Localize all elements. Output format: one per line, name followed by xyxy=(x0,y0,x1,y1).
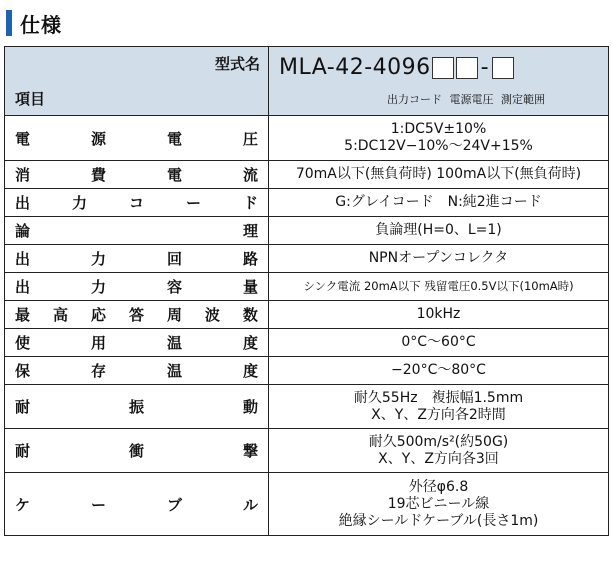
table-row xyxy=(5,329,609,357)
item-cell xyxy=(5,385,269,429)
value-line: 外径φ6.8 xyxy=(408,478,469,495)
table-row xyxy=(5,429,609,473)
model-prefix: MLA-42-4096 xyxy=(279,55,431,80)
value-line: シンク電流 20mA以下 残留電圧0.5V以下(10mA時) xyxy=(303,279,574,293)
item-char: ー xyxy=(90,495,106,514)
model-name-label: 型式名 xyxy=(214,55,260,73)
item-char: 源 xyxy=(90,129,106,148)
item-char: 周 xyxy=(166,306,182,324)
value-cell xyxy=(269,385,609,429)
output-code-box xyxy=(432,57,454,79)
item-char: 度 xyxy=(242,362,258,380)
item-cell xyxy=(5,473,269,536)
item-char: 回 xyxy=(166,250,182,268)
value-line: 耐久55Hz 複振幅1.5mm xyxy=(353,389,524,406)
table-row xyxy=(5,273,609,301)
item-char: 保 xyxy=(15,362,31,380)
supply-voltage-box xyxy=(456,57,478,79)
value-cell xyxy=(269,329,609,357)
table-row xyxy=(5,357,609,385)
item-char: 容 xyxy=(166,278,182,296)
table-row xyxy=(5,161,609,189)
item-char: 度 xyxy=(242,334,258,352)
item-char: ケ xyxy=(15,495,31,514)
table-row xyxy=(5,473,609,536)
item-char: コ xyxy=(128,194,144,212)
value-line: 1:DC5V±10% xyxy=(390,121,487,137)
item-char: 流 xyxy=(242,166,258,184)
item-cell xyxy=(5,161,269,189)
item-char: 使 xyxy=(15,334,31,352)
item-char: 衝 xyxy=(128,442,144,460)
item-char: 論 xyxy=(15,222,31,240)
table-header-row xyxy=(5,47,609,116)
item-char: 電 xyxy=(166,166,182,184)
table-row xyxy=(5,245,609,273)
item-char: 力 xyxy=(90,250,106,268)
value-line: 負論理(H=0、L=1) xyxy=(375,222,502,238)
table-row xyxy=(5,217,609,245)
item-char: 理 xyxy=(242,222,258,240)
table-row xyxy=(5,301,609,329)
item-char: 用 xyxy=(90,334,106,352)
code-legend-output: 出力コード xyxy=(387,93,442,106)
heading-title: 仕様 xyxy=(20,12,62,37)
item-char: 出 xyxy=(15,194,31,212)
item-char: 電 xyxy=(166,129,182,148)
item-char: ル xyxy=(242,495,258,514)
item-cell xyxy=(5,116,269,161)
value-cell xyxy=(269,357,609,385)
value-cell xyxy=(269,161,609,189)
model-code xyxy=(279,55,515,80)
item-char: 答 xyxy=(128,306,144,324)
table-row xyxy=(5,385,609,429)
item-char: 出 xyxy=(15,250,31,268)
item-cell xyxy=(5,189,269,217)
value-line: 19芯ビニール線 xyxy=(387,495,490,512)
value-line: 0°C〜60°C xyxy=(401,334,476,350)
value-line: 10kHz xyxy=(416,306,461,322)
item-char: 数 xyxy=(242,306,258,324)
value-line: 5:DC12V−10%〜24V+15% xyxy=(344,138,533,154)
item-cell xyxy=(5,357,269,385)
header-label-cell xyxy=(5,47,269,116)
item-char: 圧 xyxy=(242,129,258,148)
value-line: G:グレイコード N:純2進コード xyxy=(335,194,542,210)
code-legend-range: 測定範囲 xyxy=(501,93,545,106)
item-char: 耐 xyxy=(15,398,31,416)
spec-table xyxy=(4,46,609,536)
item-char: 振 xyxy=(128,398,144,416)
item-label: 項目 xyxy=(15,90,46,108)
model-cell xyxy=(269,47,609,116)
item-char: ー xyxy=(185,194,201,212)
item-char: 路 xyxy=(242,250,258,268)
item-char: 存 xyxy=(90,362,106,380)
item-char: 波 xyxy=(204,306,220,324)
item-char: 高 xyxy=(52,306,68,324)
item-char: 電 xyxy=(15,129,31,148)
item-char: 消 xyxy=(15,166,31,184)
value-cell xyxy=(269,189,609,217)
item-char: ド xyxy=(242,194,258,212)
item-char: 温 xyxy=(166,362,182,380)
value-cell xyxy=(269,217,609,245)
item-char: 出 xyxy=(15,278,31,296)
value-line: 70mA以下(無負荷時) 100mA以下(無負荷時) xyxy=(295,166,582,182)
value-line: X、Y、Z方向各3回 xyxy=(378,450,499,467)
item-cell xyxy=(5,329,269,357)
item-cell xyxy=(5,429,269,473)
value-line: X、Y、Z方向各2時間 xyxy=(371,406,506,423)
item-char: 量 xyxy=(242,278,258,296)
model-code-legend xyxy=(387,91,549,107)
item-char: ブ xyxy=(166,495,182,514)
value-line: NPNオープンコレクタ xyxy=(368,250,509,266)
item-char: 動 xyxy=(242,398,258,416)
item-cell xyxy=(5,301,269,329)
item-char: 最 xyxy=(15,306,31,324)
model-separator: - xyxy=(480,55,490,80)
value-cell xyxy=(269,116,609,161)
value-line: 耐久500m/s²(約50G) xyxy=(368,433,509,450)
value-line: 絶縁シールドケーブル(長さ1m) xyxy=(338,512,539,529)
value-cell xyxy=(269,473,609,536)
heading-accent-bar xyxy=(6,10,12,36)
item-char: 撃 xyxy=(242,442,258,460)
value-line: −20°C〜80°C xyxy=(391,362,486,378)
section-heading xyxy=(6,8,62,38)
item-cell xyxy=(5,217,269,245)
item-cell xyxy=(5,245,269,273)
item-char: 温 xyxy=(166,334,182,352)
item-char: 費 xyxy=(90,166,106,184)
item-char: 耐 xyxy=(15,442,31,460)
value-cell xyxy=(269,301,609,329)
item-char: 力 xyxy=(90,278,106,296)
table-row xyxy=(5,189,609,217)
code-legend-voltage: 電源電圧 xyxy=(449,93,494,106)
item-char: 応 xyxy=(90,306,106,324)
item-cell xyxy=(5,273,269,301)
value-cell xyxy=(269,429,609,473)
value-cell xyxy=(269,245,609,273)
item-char: 力 xyxy=(71,194,87,212)
value-cell xyxy=(269,273,609,301)
table-row xyxy=(5,116,609,161)
measuring-range-box xyxy=(492,57,514,79)
